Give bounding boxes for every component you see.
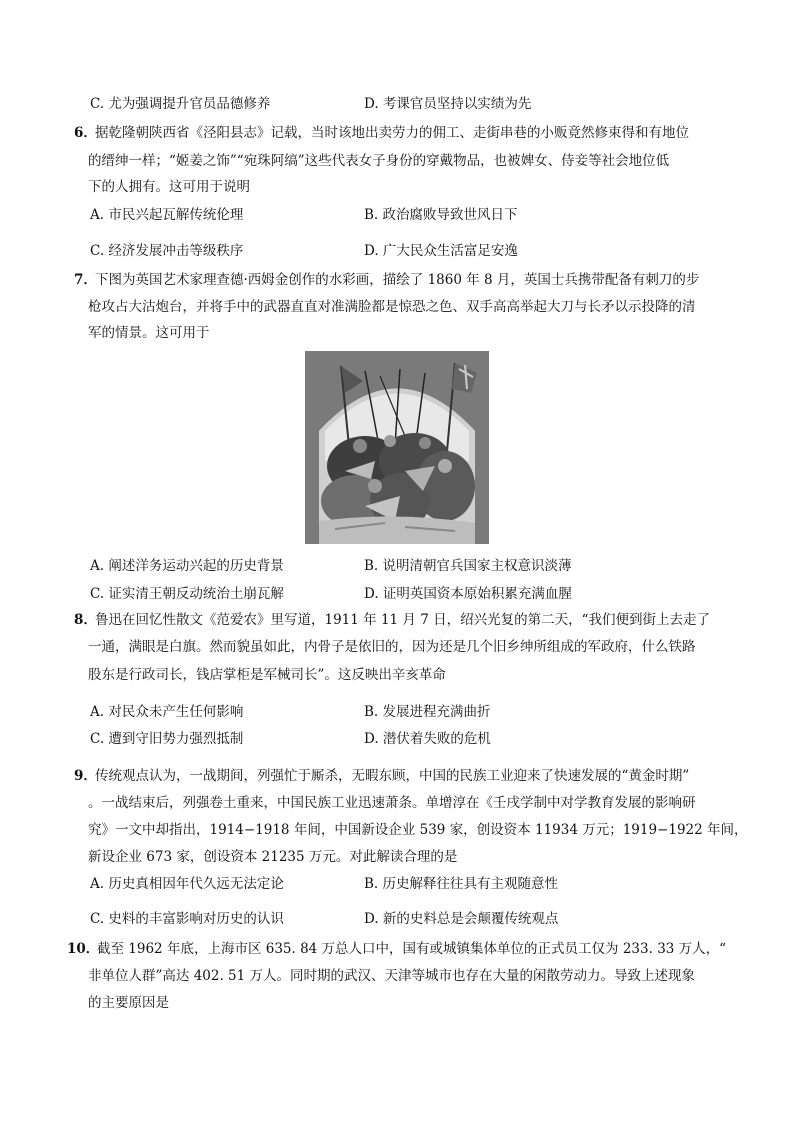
q5-option-c: C. 尤为强调提升官员品德修养 <box>90 96 271 112</box>
q6-number: 6． <box>74 125 97 141</box>
q6-option-d: D. 广大民众生活富足安逸 <box>364 243 518 259</box>
q5-option-d: D. 考课官员坚持以实绩为先 <box>364 96 532 112</box>
q10-stem-line-1: 截至 1962 年底，上海市区 635. 84 万总人口中，国有或城镇集体单位的正式员工仅为 233. 33 万人，“ <box>97 941 727 957</box>
q8-option-a: A. 对民众未产生任何影响 <box>90 704 244 720</box>
q8-option-c: C. 遭到守旧势力强烈抵制 <box>90 731 244 747</box>
q8-option-d: D. 潜伏着失败的危机 <box>364 731 491 747</box>
q9-stem-line-4: 新设企业 673 家，创设资本 21235 万元。对此解读合理的是 <box>88 849 458 865</box>
q6-stem-line-2: 的缙绅一样；“姬姜之饰”“宛珠阿缟”这些代表女子身份的穿戴物品，也被婢女、侍妾等社会地位低 <box>88 153 670 169</box>
q7-option-d: D. 证明英国资本原始积累充满血腥 <box>364 586 572 602</box>
q7-number: 7． <box>74 272 97 288</box>
q9-number: 9． <box>74 768 97 784</box>
q9-option-c: C. 史料的丰富影响对历史的认识 <box>90 911 284 927</box>
q9-stem-line-2: 。一战结束后，列强卷土重来，中国民族工业迅速萧条。单增淳在《壬戌学制中对学教育发展的影响研 <box>88 795 696 811</box>
q6-option-a: A. 市民兴起瓦解传统伦理 <box>90 207 244 223</box>
q7-option-b: B. 说明清朝官兵国家主权意识淡薄 <box>364 558 572 574</box>
q10-stem-line-2: 非单位人群”高达 402. 51 万人。同时期的武汉、天津等城市也存在大量的闲散劳动力。导致上述现象 <box>88 968 696 984</box>
q9-option-b: B. 历史解释往往具有主观随意性 <box>364 876 559 892</box>
q9-stem-line-1: 传统观点认为，一战期间，列强忙于厮杀，无暇东顾，中国的民族工业迎来了快速发展的“黄金时期” <box>95 768 690 784</box>
q6-stem-line-1: 据乾隆朝陕西省《泾阳县志》记载，当时该地出卖劳力的佣工、走街串巷的小贩竟然修束得和有地位 <box>95 125 689 141</box>
q9-stem-line-3: 究》一文中却指出，1914−1918 年间，中国新设企业 539 家，创设资本 11934 万元；1919−1922 年间， <box>88 822 748 838</box>
q7-option-c: C. 证实清王朝反动统治土崩瓦解 <box>90 586 284 602</box>
q7-option-a: A. 阐述洋务运动兴起的历史背景 <box>90 558 284 574</box>
q6-stem-line-3: 下的人拥有。这可用于说明 <box>88 179 250 195</box>
q8-number: 8． <box>74 612 97 628</box>
q8-stem-line-1: 鲁迅在回忆性散文《范爱农》里写道，1911 年 11 月 7 日，绍兴光复的第二天，“我们便到街上去走了 <box>95 612 710 628</box>
painting-illustration <box>305 351 489 544</box>
watercolor-painting-image <box>305 351 489 544</box>
q8-stem-line-3: 股东是行政司长，钱店掌柜是军械司长”。这反映出辛亥革命 <box>88 667 446 683</box>
q8-stem-line-2: 一通，满眼是白旗。然而貌虽如此，内骨子是依旧的，因为还是几个旧乡绅所组成的军政府，什么铁路 <box>88 639 696 655</box>
q10-stem-line-3: 的主要原因是 <box>88 995 169 1011</box>
q6-option-b: B. 政治腐败导致世风日下 <box>364 207 518 223</box>
q7-stem-line-1: 下图为英国艺术家理查德·西姆金创作的水彩画，描绘了 1860 年 8 月，英国士兵携带配备有刺刀的步 <box>95 272 700 288</box>
q10-number: 10． <box>67 941 100 957</box>
q6-option-c: C. 经济发展冲击等级秩序 <box>90 243 244 259</box>
q9-option-d: D. 新的史料总是会颠覆传统观点 <box>364 911 559 927</box>
q7-stem-line-3: 军的情景。这可用于 <box>88 325 210 341</box>
q7-stem-line-2: 枪攻占大沽炮台，并将手中的武器直直对准满脸都是惊恐之色、双手高高举起大刀与长矛以示投降的清 <box>88 299 696 315</box>
q8-option-b: B. 发展进程充满曲折 <box>364 704 491 720</box>
q9-option-a: A. 历史真相因年代久远无法定论 <box>90 876 284 892</box>
